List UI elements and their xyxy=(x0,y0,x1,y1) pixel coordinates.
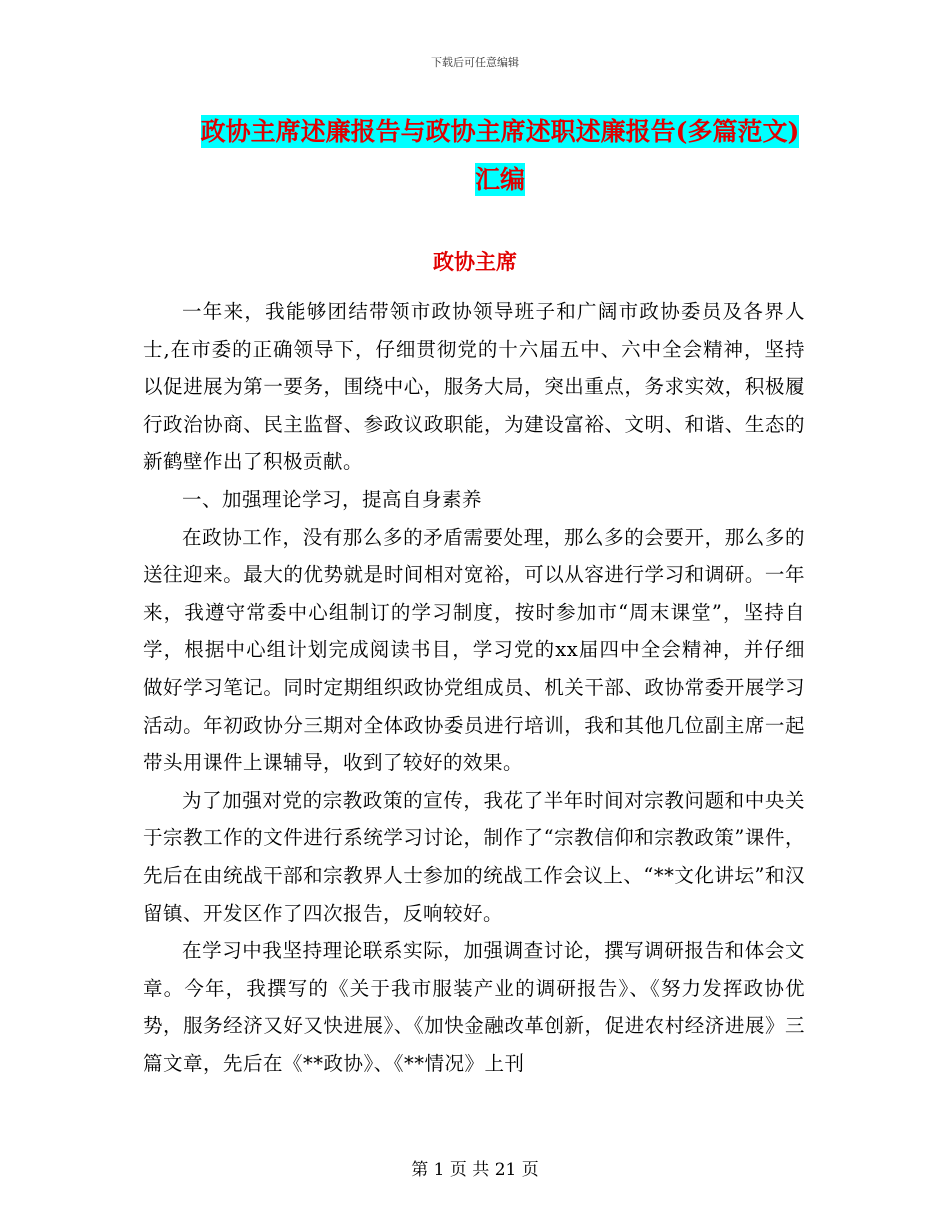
document-title xyxy=(190,108,810,204)
document-body xyxy=(143,293,805,1082)
paragraph: 为了加强对党的宗教政策的宣传，我花了半年时间对宗教问题和中央关于宗教工作的文件进行系统学习讨论，制作了“宗教信仰和宗教政策”课件，先后在由统战干部和宗教界人士参加的统战工作会议上、“**文化讲坛”和汉留镇、开发区作了四次报告，反响较好。 xyxy=(143,788,805,925)
page-footer: 第 1 页 共 21 页 xyxy=(411,1160,539,1180)
page-header: 下载后可任意编辑 xyxy=(431,56,519,69)
document-title-text: 政协主席述廉报告与政协主席述职述廉报告(多篇范文)汇编 xyxy=(200,117,800,194)
paragraph: 一年来，我能够团结带领市政协领导班子和广阔市政协委员及各界人士,在市委的正确领导下，仔细贯彻党的十六届五中、六中全会精神，坚持以促进展为第一要务，围绕中心，服务大局，突出重点，务求实效，积极履行政治协商、民主监督、参政议政职能，为建设富裕、文明、和谐、生态的新鹤壁作出了积极贡献。 xyxy=(143,300,805,474)
section-title: 政协主席 xyxy=(433,249,517,274)
paragraph: 在学习中我坚持理论联系实际，加强调查讨论，撰写调研报告和体会文章。今年，我撰写的《关于我市服装产业的调研报告》、《努力发挥政协优势，服务经济又好又快进展》、《加快金融改革创新，促进农村经济进展》三篇文章，先后在《**政协》、《**情况》上刊 xyxy=(143,939,805,1075)
section-heading: 一、加强理论学习，提高自身素养 xyxy=(182,487,483,511)
paragraph: 在政协工作，没有那么多的矛盾需要处理，那么多的会要开，那么多的送往迎来。最大的优势就是时间相对宽裕，可以从容进行学习和调研。一年来，我遵守常委中心组制订的学习制度，按时参加市“周末课堂”，坚持自学，根据中心组计划完成阅读书目，学习党的xx届四中全会精神，并仔细做好学习笔记。同时定期组织政协党组成员、机关干部、政协常委开展学习活动。年初政协分三期对全体政协委员进行培训，我和其他几位副主席一起带头用课件上课辅导，收到了较好的效果。 xyxy=(143,525,805,775)
